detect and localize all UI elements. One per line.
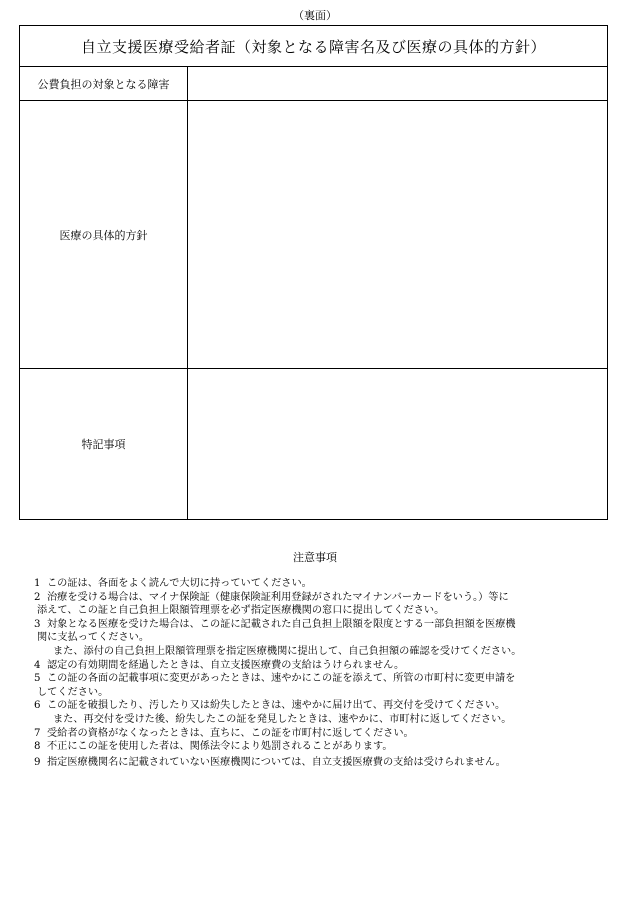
notice-number: 5 bbox=[34, 673, 41, 685]
notice-text bbox=[41, 659, 604, 673]
notice-item bbox=[34, 659, 604, 673]
notice-line: また、添付の自己負担上限額管理票を指定医療機関に提出して、自己負担額の確認を受けてください。 bbox=[53, 645, 522, 657]
notice-line: この証を破損したり、汚したり又は紛失したときは、速やかに届け出て、再交付を受けてください。 bbox=[47, 700, 506, 712]
notice-number: 8 bbox=[34, 741, 41, 753]
notice-line: 認定の有効期間を経過したときは、自立支援医療費の支給はうけられません。 bbox=[47, 659, 405, 671]
notice-line: 指定医療機関名に記載されていない医療機関については、自立支援医療費の支給は受けられません。 bbox=[47, 756, 506, 768]
notice-line: この証の各面の記載事項に変更があったときは、速やかにこの証を添えて、所管の市町村に変更申請を bbox=[47, 673, 516, 685]
notice-item bbox=[34, 672, 604, 699]
notice-text bbox=[37, 591, 604, 618]
notice-line: この証は、各面をよく読んで大切に持っていてください。 bbox=[47, 578, 312, 589]
treatment-policy-field[interactable] bbox=[188, 101, 607, 368]
notice-number: 1 bbox=[34, 578, 41, 589]
special-notes-row bbox=[20, 369, 607, 519]
notice-line: 受給者の資格がなくなったときは、直ちに、この証を市町村に返してください。 bbox=[47, 727, 414, 739]
notices-list bbox=[34, 577, 604, 769]
notice-text bbox=[41, 756, 604, 770]
notice-text bbox=[41, 727, 604, 741]
special-notes-label: 特記事項 bbox=[20, 369, 188, 519]
notice-item bbox=[34, 756, 604, 770]
notice-line: 治療を受ける場合は、マイナ保険証（健康保険証利用登録がされたマイナンバーカードをいう。）等に bbox=[47, 591, 509, 603]
notice-number: 9 bbox=[34, 756, 41, 768]
disease-row bbox=[20, 67, 607, 101]
treatment-policy-row bbox=[20, 101, 607, 369]
notice-text bbox=[37, 672, 604, 699]
disease-value-field[interactable] bbox=[188, 67, 607, 100]
notice-item bbox=[34, 618, 604, 659]
treatment-policy-label: 医療の具体的方針 bbox=[20, 101, 188, 368]
notice-text bbox=[37, 618, 604, 659]
notice-item bbox=[34, 740, 604, 754]
notice-line: 関に支払ってください。 bbox=[37, 632, 150, 644]
notice-item bbox=[34, 577, 604, 591]
notices-heading: 注意事項 bbox=[293, 551, 337, 564]
notice-line: 不正にこの証を使用した者は、関係法令により処罰されることがあります。 bbox=[47, 741, 393, 753]
notice-text bbox=[41, 699, 604, 726]
notice-number: 2 bbox=[34, 591, 41, 603]
notice-text bbox=[41, 740, 604, 754]
notice-number: 3 bbox=[34, 618, 41, 630]
notice-line: 対象となる医療を受けた場合は、この証に記載された自己負担上限額を限度とする一部負担額を医療機 bbox=[47, 618, 516, 630]
notice-line: また、再交付を受けた後、紛失したこの証を発見したときは、速やかに、市町村に返してください。 bbox=[53, 713, 512, 725]
notice-number: 4 bbox=[34, 659, 41, 671]
notice-item bbox=[34, 727, 604, 741]
notice-number: 7 bbox=[34, 727, 41, 739]
disease-label: 公費負担の対象となる障害 bbox=[20, 67, 188, 100]
form-title: 自立支援医療受給者証（対象となる障害名及び医療の具体的方針） bbox=[20, 26, 607, 67]
notice-item bbox=[34, 699, 604, 726]
notice-line: 添えて、この証と自己負担上限額管理票を必ず指定医療機関の窓口に提出してください。 bbox=[37, 605, 445, 617]
special-notes-field[interactable] bbox=[188, 369, 607, 519]
notice-text bbox=[41, 577, 604, 591]
certificate-form-table bbox=[19, 25, 608, 520]
notice-item bbox=[34, 591, 604, 618]
page-side-label: （裏面） bbox=[293, 9, 337, 22]
notice-line: してください。 bbox=[37, 686, 109, 698]
notice-number: 6 bbox=[34, 700, 41, 712]
